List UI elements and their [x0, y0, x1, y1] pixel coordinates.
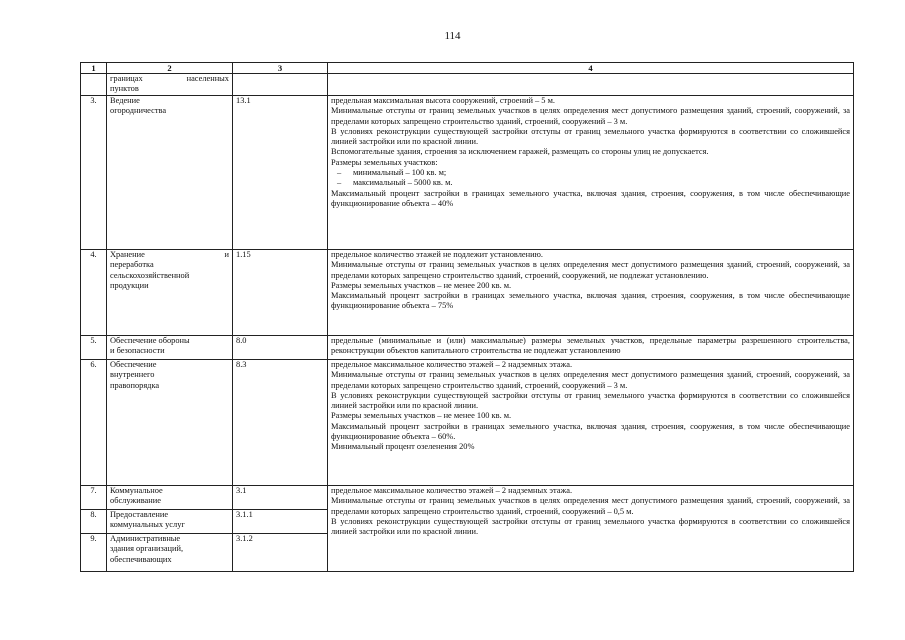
parameter-text: предельные (минимальные и (или) максимальные) размеры земельных участков, предельные параметры разрешенного строительства, реконструкции объектов капитального строительства не подлежат установлению: [331, 336, 850, 356]
use-code: 13.1: [233, 96, 328, 250]
row-number: 5.: [81, 336, 107, 360]
parameter-text: Минимальные отступы от границ земельных участков в целях определения мест допустимого размещения зданий, строений, сооружений, за пределами которых запрещено строительство зданий, строений, сооружений – 0,5 м.: [331, 496, 850, 516]
list-item-text: максимальный – 5000 кв. м.: [353, 178, 453, 188]
table-row: [81, 486, 854, 510]
table-header-row: [81, 63, 854, 74]
use-name-line: Административные: [110, 534, 181, 543]
parameter-text: Максимальный процент застройки в границах земельного участка, включая здания, строения, сооружения, в том числе обеспечивающие функционирование объекта – 75%: [331, 291, 850, 311]
use-name-line: и безопасности: [110, 346, 165, 356]
parameter-text: Размеры земельных участков – не менее 200 кв. м.: [331, 280, 512, 290]
parameters: [328, 74, 854, 96]
use-name-line: продукции: [110, 280, 149, 290]
row-number: 6.: [81, 360, 107, 486]
parameter-text: Минимальный процент озеленения 20%: [331, 442, 475, 452]
parameter-text: В условиях реконструкции существующей застройки отступы от границ земельного участка формируются в соответствии со сложившейся линией застройки или по красной линии.: [331, 516, 850, 537]
use-name-line: сельскохозяйственной: [110, 270, 190, 280]
parameter-text: Максимальный процент застройки в границах земельного участка, включая здания, строения, сооружения, в том числе обеспечивающие функционирование объекта – 60%.: [331, 421, 850, 442]
parameter-text: предельное максимальное количество этажей – 2 надземных этажа.: [331, 360, 573, 369]
parameter-text: предельное количество этажей не подлежит установлению.: [331, 250, 543, 259]
use-name-line: обеспечивающих: [110, 554, 172, 564]
dash-mark: –: [337, 168, 342, 178]
use-code: 8.3: [233, 360, 328, 486]
parameter-text: В условиях реконструкции существующей застройки отступы от границ земельного участка формируются в соответствии со сложившейся линией застройки или по красной линии.: [331, 390, 850, 411]
parameter-text: Минимальные отступы от границ земельных участков в целях определения мест допустимого размещения зданий, строений, сооружений, за пределами которых запрещено строительство зданий, строений, сооружений – 3 м.: [331, 106, 850, 126]
page-number: 114: [444, 30, 461, 42]
parameter-text: Минимальные отступы от границ земельных участков в целях определения мест допустимого размещения зданий, строений, сооружений, за пределами которых запрещено строительство зданий, строений, сооружений – 3 м.: [331, 370, 850, 390]
use-name-line: Обеспечение: [110, 360, 157, 369]
column-header-1: 1: [81, 63, 107, 74]
use-name-line: правопорядка: [110, 380, 160, 390]
use-name-line: Предоставление: [110, 510, 169, 519]
row-number: 3.: [81, 96, 107, 250]
column-header-4: 4: [328, 63, 854, 74]
table-row: [81, 96, 854, 250]
use-code: 3.1.1: [233, 510, 328, 534]
row-number: 4.: [81, 250, 107, 336]
list-item: [331, 168, 850, 178]
use-name: [107, 96, 233, 250]
use-code: 1.15: [233, 250, 328, 336]
table-row: [81, 336, 854, 360]
use-name: [107, 74, 233, 96]
parameter-text: Размеры земельных участков:: [331, 157, 438, 167]
use-name-line: границах населенных: [110, 74, 229, 83]
parameter-text: В условиях реконструкции существующей застройки отступы от границ земельного участка формируются в соответствии со сложившейся линией застройки или по красной линии.: [331, 126, 850, 147]
use-name-line: пунктов: [110, 84, 139, 94]
use-name-line: переработка: [110, 260, 154, 270]
dash-mark: –: [337, 178, 342, 188]
row-number: 9.: [81, 534, 107, 572]
use-code: 8.0: [233, 336, 328, 360]
use-code: 3.1: [233, 486, 328, 510]
parameters: [328, 250, 854, 336]
use-name: [107, 534, 233, 572]
row-number: [81, 74, 107, 96]
list-item: [331, 178, 850, 188]
use-name: [107, 486, 233, 510]
parameter-text: предельная максимальная высота сооружений, строений – 5 м.: [331, 96, 555, 105]
table-row: [81, 360, 854, 486]
parameter-text: предельное максимальное количество этажей – 2 надземных этажа.: [331, 486, 573, 495]
use-code: 3.1.2: [233, 534, 328, 572]
column-header-2: 2: [107, 63, 233, 74]
parameters: [328, 360, 854, 486]
use-name-line: внутреннего: [110, 370, 155, 380]
use-name-line: Хранение и: [110, 250, 229, 259]
parameter-text: Вспомогательные здания, строения за исключением гаражей, размещать со стороны улиц не допускается.: [331, 147, 709, 157]
use-name-line: здания организаций,: [110, 544, 184, 554]
use-code: [233, 74, 328, 96]
use-name-line: коммунальных услуг: [110, 520, 185, 530]
column-header-3: 3: [233, 63, 328, 74]
use-name: [107, 360, 233, 486]
regulations-table: [80, 62, 854, 572]
row-number: 8.: [81, 510, 107, 534]
list-item-text: минимальный – 100 кв. м;: [353, 168, 447, 178]
use-name-line: Ведение: [110, 96, 140, 105]
parameters: [328, 96, 854, 250]
use-name: [107, 336, 233, 360]
table-row-continuation: [81, 74, 854, 96]
parameters: [328, 336, 854, 360]
use-name-line: Обеспечение обороны: [110, 336, 190, 345]
row-number: 7.: [81, 486, 107, 510]
parameters-shared: [328, 486, 854, 572]
parameter-text: Минимальные отступы от границ земельных участков в целях определения мест допустимого размещения зданий, строений, сооружений, за пределами которых запрещено строительство зданий, строений, сооружений, не подлежат установлению.: [331, 260, 850, 280]
parameter-text: Размеры земельных участков – не менее 100 кв. м.: [331, 411, 512, 421]
table-row: [81, 250, 854, 336]
parameter-text: Максимальный процент застройки в границах земельного участка, включая здания, строения, сооружения, в том числе обеспечивающие функционирование объекта – 40%: [331, 188, 850, 208]
use-name: [107, 250, 233, 336]
use-name-line: Коммунальное: [110, 486, 163, 495]
use-name-line: обслуживание: [110, 496, 161, 506]
use-name: [107, 510, 233, 534]
use-name-line: огородничества: [110, 106, 167, 116]
